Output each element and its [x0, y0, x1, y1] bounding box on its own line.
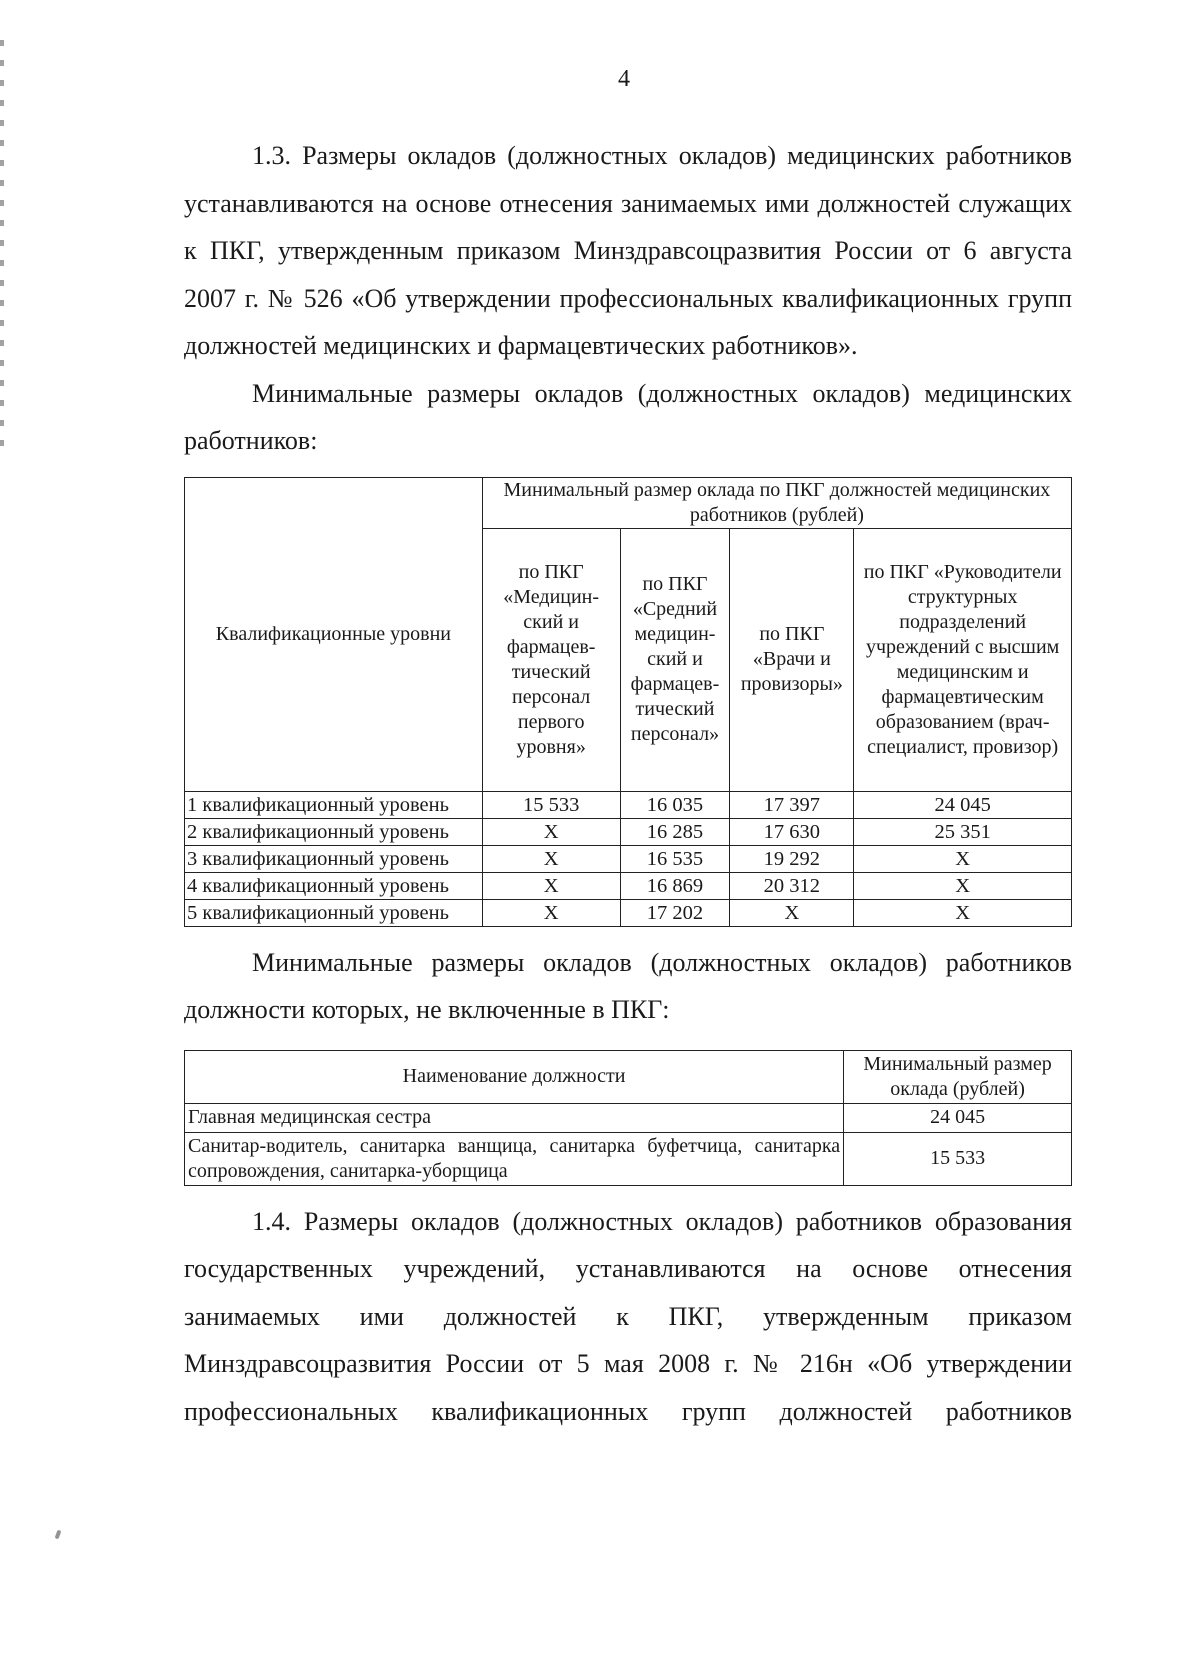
- table-header-row: [185, 1050, 1072, 1103]
- header-pkg-first-level: по ПКГ «Медицин-ский и фармацев-тический персонал первого уровня»: [482, 528, 620, 791]
- cell-value: 16 869: [620, 872, 730, 899]
- position-salary: 15 533: [844, 1132, 1072, 1185]
- section-1-3-paragraph: 1.3. Размеры окладов (должностных окладов) медицинских работников устанавливаются на основе отнесения занимаемых ими должностей служащих к ПКГ, утвержденным приказом Минздравсоцразвития России от 6 августа 2007 г. № 526 «Об утверждении профессиональных квалификационных групп должностей медицинских и фармацевтических работников».: [184, 141, 1072, 360]
- header-group-min-salary: Минимальный размер оклада по ПКГ должностей медицинских работников (рублей): [482, 477, 1071, 528]
- header-pkg-heads: по ПКГ «Руководители структурных подразделений учреждений с высшим медицинским и фармацевтическим образованием (врач-специалист, провизор): [854, 528, 1072, 791]
- cell-value: 15 533: [482, 791, 620, 818]
- header-pkg-doctors: по ПКГ «Врачи и провизоры»: [730, 528, 854, 791]
- scan-speck: [55, 1530, 62, 1540]
- cell-value: 16 535: [620, 845, 730, 872]
- table-row: [185, 791, 1072, 818]
- cell-value: Х: [854, 872, 1072, 899]
- row-level-label: 3 квалификационный уровень: [185, 845, 483, 872]
- row-level-label: 5 квалификационный уровень: [185, 899, 483, 926]
- table-row: [185, 899, 1072, 926]
- position-salary: 24 045: [844, 1103, 1072, 1132]
- cell-value: Х: [730, 899, 854, 926]
- position-name: Санитар-водитель, санитарка ванщица, санитарка буфетчица, санитарка сопровождения, санитарка-уборщица: [185, 1132, 844, 1185]
- cell-value: 17 630: [730, 818, 854, 845]
- table-row: [185, 872, 1072, 899]
- row-level-label: 4 квалификационный уровень: [185, 872, 483, 899]
- cell-value: 24 045: [854, 791, 1072, 818]
- position-name: Главная медицинская сестра: [185, 1103, 844, 1132]
- row-level-label: 1 квалификационный уровень: [185, 791, 483, 818]
- header-position-name: Наименование должности: [185, 1050, 844, 1103]
- cell-value: 20 312: [730, 872, 854, 899]
- cell-value: 25 351: [854, 818, 1072, 845]
- table-row: [185, 818, 1072, 845]
- table-header-row: [185, 477, 1072, 528]
- header-qualification-levels: Квалификационные уровни: [185, 477, 483, 791]
- scan-edge-marks: [0, 40, 4, 460]
- row-level-label: 2 квалификационный уровень: [185, 818, 483, 845]
- cell-value: 17 202: [620, 899, 730, 926]
- cell-value: 16 035: [620, 791, 730, 818]
- cell-value: Х: [482, 845, 620, 872]
- table-row: [185, 1132, 1072, 1185]
- table-row: [185, 845, 1072, 872]
- cell-value: 19 292: [730, 845, 854, 872]
- header-pkg-middle: по ПКГ «Средний медицин-ский и фармацев-тический персонал»: [620, 528, 730, 791]
- cell-value: 17 397: [730, 791, 854, 818]
- header-min-salary: Минимальный размер оклада (рублей): [844, 1050, 1072, 1103]
- cell-value: Х: [482, 818, 620, 845]
- page-number: 4: [618, 66, 630, 92]
- medical-salary-table: [184, 477, 1072, 927]
- non-pkg-salary-table: [184, 1050, 1072, 1186]
- medical-min-salaries-heading: Минимальные размеры окладов (должностных окладов) медицинских работников:: [184, 378, 1072, 455]
- cell-value: Х: [482, 872, 620, 899]
- page-content: [184, 132, 1072, 1435]
- cell-value: 16 285: [620, 818, 730, 845]
- cell-value: Х: [854, 845, 1072, 872]
- cell-value: Х: [482, 899, 620, 926]
- cell-value: Х: [854, 899, 1072, 926]
- non-pkg-heading: Минимальные размеры окладов (должностных окладов) работников должности которых, не включенные в ПКГ:: [184, 947, 1072, 1024]
- section-1-4-paragraph: 1.4. Размеры окладов (должностных окладов) работников образования государственных учреждений, устанавливаются на основе отнесения занимаемых ими должностей к ПКГ, утвержденным приказом Минздравсоцразвития России от 5 мая 2008 г. № 216н «Об утверждении профессиональных квалификационных групп должностей работников: [184, 1206, 1072, 1426]
- table-row: [185, 1103, 1072, 1132]
